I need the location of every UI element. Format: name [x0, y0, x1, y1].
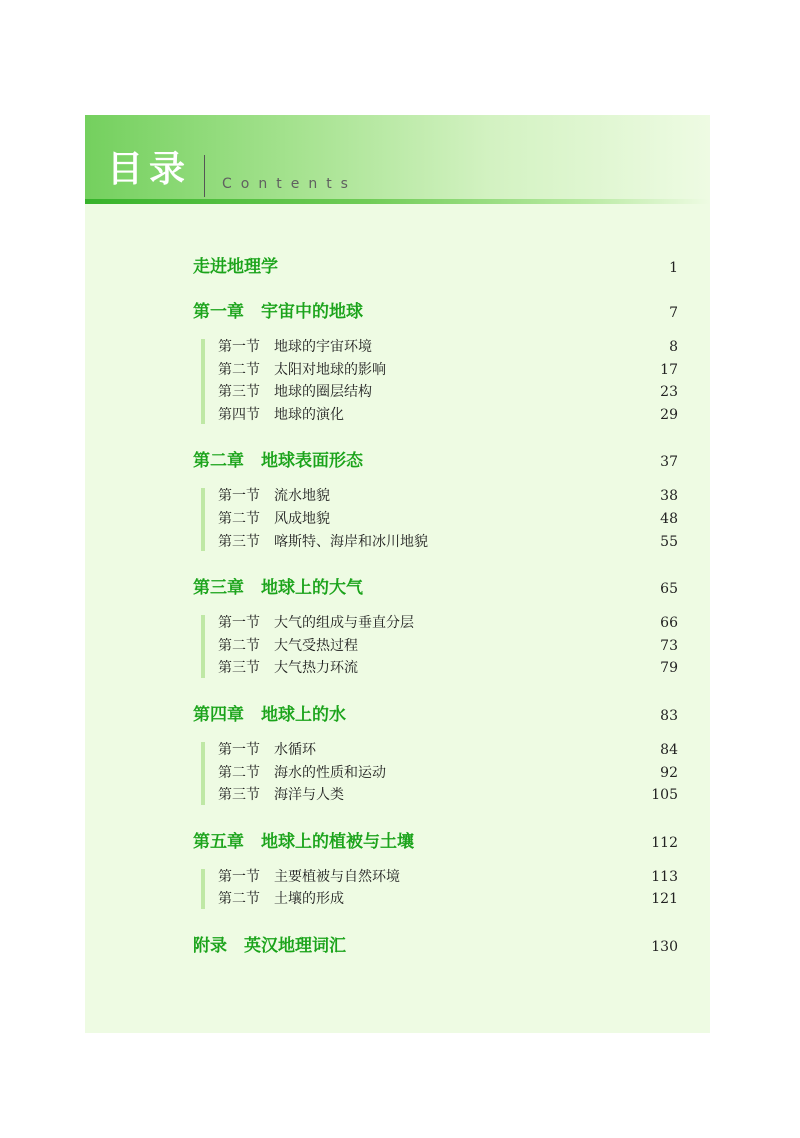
section-bar: [201, 869, 205, 909]
chapter-5-sections: [193, 866, 678, 911]
chapter-2-sections: [193, 485, 678, 553]
header-divider: [85, 199, 710, 204]
section-label: 第三节 地球的圈层结构: [218, 384, 372, 401]
section-label: 第一节 地球的宇宙环境: [218, 339, 372, 355]
chapter-label: 第四章 地球上的水: [193, 704, 346, 725]
table-of-contents: [193, 252, 678, 955]
section-label: 第二节 大气受热过程: [218, 637, 358, 654]
toc-chapter-5[interactable]: [193, 827, 678, 851]
toc-chapter-2[interactable]: [193, 446, 678, 470]
chapter-label: 第一章 宇宙中的地球: [193, 302, 363, 322]
chapter-label: 第五章 地球上的植被与土壤: [193, 831, 414, 852]
toc-chapter-3[interactable]: [193, 573, 678, 597]
section-label: 第三节 海洋与人类: [218, 787, 344, 804]
chapter-3-sections: [193, 612, 678, 680]
section-page: 55: [660, 533, 678, 550]
section-label: 第三节 喀斯特、海岸和冰川地貌: [218, 533, 428, 550]
contents-panel: [85, 115, 710, 1033]
section-label: 第三节 大气热力环流: [218, 660, 358, 677]
toc-chapter-1[interactable]: [193, 297, 678, 321]
toc-section[interactable]: [218, 508, 678, 531]
chapter-page: 65: [660, 581, 678, 598]
section-page: 84: [660, 741, 678, 758]
section-label: 第二节 土壤的形成: [218, 891, 344, 908]
toc-section[interactable]: [218, 359, 678, 382]
toc-entry-intro[interactable]: [193, 252, 678, 276]
section-label: 第一节 水循环: [218, 741, 316, 758]
section-page: 121: [651, 891, 678, 908]
section-page: 113: [651, 868, 678, 885]
section-label: 第一节 主要植被与自然环境: [218, 868, 400, 885]
toc-chapter-4[interactable]: [193, 700, 678, 724]
chapter-page: 7: [669, 305, 678, 321]
toc-section[interactable]: [218, 485, 678, 508]
section-bar: [201, 742, 205, 805]
section-bar: [201, 339, 205, 424]
entry-label: 走进地理学: [193, 257, 278, 277]
toc-section[interactable]: [218, 784, 678, 807]
entry-page: 1: [669, 260, 678, 276]
section-page: 48: [660, 510, 678, 527]
chapter-label: 第三章 地球上的大气: [193, 578, 363, 599]
chapter-label: 第二章 地球表面形态: [193, 451, 363, 472]
toc-section[interactable]: [218, 531, 678, 554]
section-page: 17: [660, 361, 678, 378]
toc-section[interactable]: [218, 657, 678, 680]
section-page: 8: [669, 339, 678, 355]
toc-section[interactable]: [218, 336, 678, 359]
section-page: 92: [660, 764, 678, 781]
section-page: 105: [651, 787, 678, 804]
chapter-page: 83: [660, 707, 678, 724]
section-label: 第二节 太阳对地球的影响: [218, 361, 386, 378]
section-label: 第一节 流水地貌: [218, 488, 330, 505]
title-separator: [204, 155, 205, 197]
section-bar: [201, 488, 205, 551]
chapter-page: 37: [660, 454, 678, 471]
toc-section[interactable]: [218, 635, 678, 658]
toc-section[interactable]: [218, 404, 678, 427]
toc-appendix[interactable]: [193, 931, 678, 955]
page-title: 目录: [107, 148, 192, 190]
section-label: 第二节 海水的性质和运动: [218, 764, 386, 781]
chapter-1-sections: [193, 336, 678, 426]
toc-section[interactable]: [218, 381, 678, 404]
section-page: 38: [660, 488, 678, 505]
section-page: 79: [660, 660, 678, 677]
section-label: 第四节 地球的演化: [218, 406, 344, 423]
toc-section[interactable]: [218, 612, 678, 635]
page-subtitle: Contents: [222, 176, 357, 192]
section-bar: [201, 615, 205, 678]
toc-section[interactable]: [218, 888, 678, 911]
section-page: 73: [660, 637, 678, 654]
section-page: 66: [660, 615, 678, 632]
appendix-label: 附录 英汉地理词汇: [193, 935, 346, 956]
toc-section[interactable]: [218, 739, 678, 762]
chapter-page: 112: [651, 834, 678, 851]
section-page: 29: [660, 406, 678, 423]
chapter-4-sections: [193, 739, 678, 807]
section-label: 第一节 大气的组成与垂直分层: [218, 615, 414, 632]
toc-section[interactable]: [218, 866, 678, 889]
section-page: 23: [660, 384, 678, 401]
toc-section[interactable]: [218, 762, 678, 785]
section-label: 第二节 风成地貌: [218, 510, 330, 527]
appendix-page: 130: [651, 938, 678, 955]
